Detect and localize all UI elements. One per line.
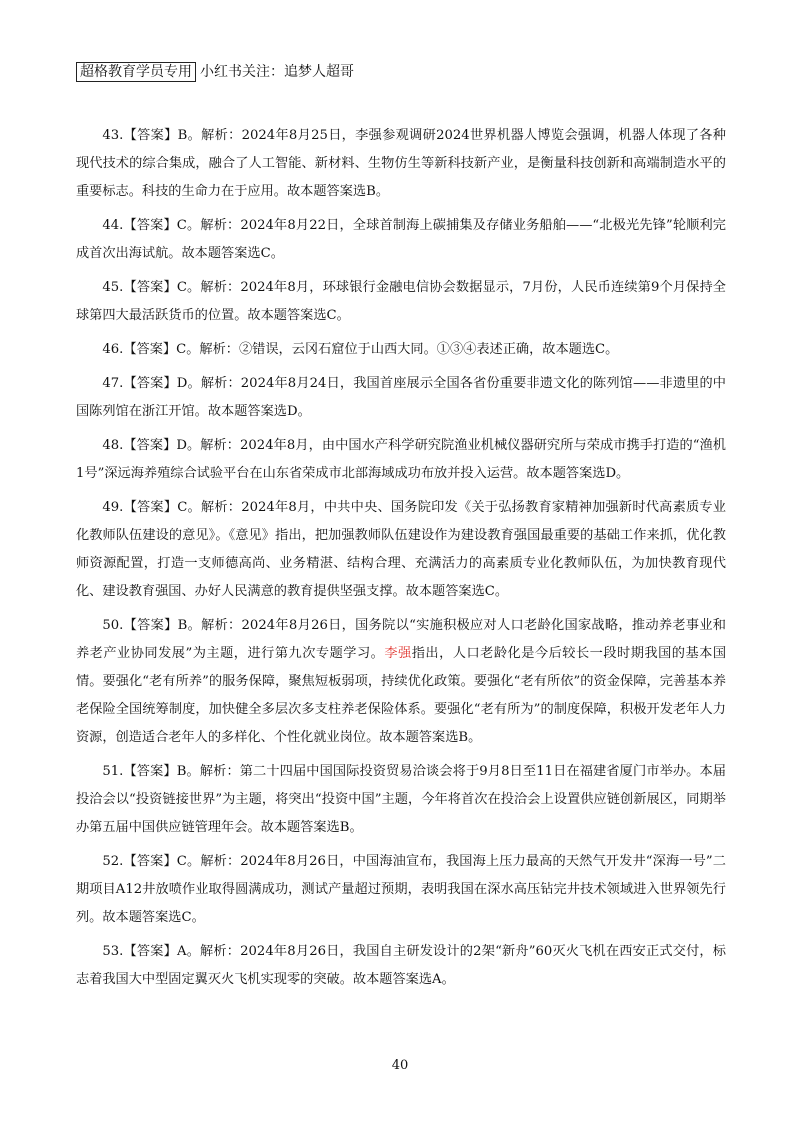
answer-item-52: [76, 848, 726, 932]
answer-text: 49.【答案】C。解析：2024年8月，中共中央、国务院印发《关于弘扬教育家精神加强新时代高素质专业化教师队伍建设的意见》。《意见》指出，把加强教师队伍建设作为建设教育强国最重要的基础工作来抓，优化教师资源配置，打造一支师德高尚、业务精湛、结构合理、充满活力的高素质专业化教师队伍，为加快教育现代化、建设教育强国、办好人民满意的教育提供坚强支撑。故本题答案选C。: [76, 500, 726, 599]
answer-text: 47.【答案】D。解析：2024年8月24日，我国首座展示全国各省份重要非遗文化的陈列馆——非遗里的中国陈列馆在浙江开馆。故本题答案选D。: [76, 376, 726, 419]
answer-item-43: [76, 122, 726, 206]
answer-item-47: [76, 370, 726, 426]
page-number: 40: [391, 1058, 409, 1073]
answer-item-45: [76, 274, 726, 330]
answer-text: 46.【答案】C。解析：②错误，云冈石窟位于山西大同。①③④表述正确，故本题选C。: [102, 342, 619, 357]
answer-text: 43.【答案】B。解析：2024年8月25日，李强参观调研2024世界机器人博览会强调，机器人体现了各种现代技术的综合集成，融合了人工智能、新材料、生物仿生等新科技新产业，是衡量科技创新和高端制造水平的重要标志。科技的生命力在于应用。故本题答案选B。: [76, 128, 726, 199]
answer-item-48: [76, 432, 726, 488]
answer-text-rest: 指出，人口老龄化是今后较长一段时期我国的基本国情。要强化“老有所养”的服务保障，聚焦短板弱项，持续优化政策。要强化“老有所依”的资金保障，完善基本养老保险全国统筹制度，加快健全多层次多支柱养老保险体系。要强化“老有所为”的制度保障，积极开发老年人力资源，创造适合老年人的多样化、个性化就业岗位。故本题答案选B。: [76, 646, 727, 745]
answer-text-start: 50.【答案】B。解析：2024年8月26日，国务院以“实施积极应对人口老龄化国家战略，推动养老事业和养老产业协同发展”为主题，进行第九次专题学习。: [76, 618, 726, 661]
answer-item-51: [76, 758, 726, 842]
answer-text: 45.【答案】C。解析：2024年8月，环球银行金融电信协会数据显示，7月份，人民币连续第9个月保持全球第四大最活跃货币的位置。故本题答案选C。: [76, 280, 726, 323]
answer-text: 52.【答案】C。解析：2024年8月26日，中国海油宣布，我国海上压力最高的天然气开发井“深海一号”二期项目A12井放喷作业取得圆满成功，测试产量超过预期，表明我国在深水高压钻完井技术领域进入世界领先行列。故本题答案选C。: [76, 854, 726, 925]
page-header: [76, 62, 354, 82]
answer-item-44: [76, 212, 726, 268]
highlighted-name: 李强: [384, 646, 412, 661]
answer-list: [76, 122, 726, 1000]
answer-text: 44.【答案】C。解析：2024年8月22日，全球首制海上碳捕集及存储业务船舶——“北极光先锋”轮顺利完成首次出海试航。故本题答案选C。: [76, 218, 726, 261]
answer-item-50: [76, 612, 726, 752]
answer-item-53: [76, 938, 726, 994]
answer-text: [76, 612, 726, 752]
answer-item-46: [76, 336, 726, 364]
follow-note: 小红书关注：追梦人超哥: [200, 64, 354, 80]
student-only-badge: 超格教育学员专用: [76, 62, 196, 82]
answer-item-49: [76, 494, 726, 606]
answer-text: 48.【答案】D。解析：2024年8月，由中国水产科学研究院渔业机械仪器研究所与荣成市携手打造的“渔机1号”深远海养殖综合试验平台在山东省荣成市北部海域成功布放并投入运营。故本题答案选D。: [76, 438, 726, 481]
answer-text: 53.【答案】A。解析：2024年8月26日，我国自主研发设计的2架“新舟”60灭火飞机在西安正式交付，标志着我国大中型固定翼灭火飞机实现零的突破。故本题答案选A。: [76, 944, 726, 987]
answer-text: 51.【答案】B。解析：第二十四届中国国际投资贸易洽谈会将于9月8日至11日在福建省厦门市举办。本届投洽会以“投资链接世界”为主题，将突出“投资中国”主题，今年将首次在投洽会上设置供应链创新展区，同期举办第五届中国供应链管理年会。故本题答案选B。: [76, 764, 726, 835]
